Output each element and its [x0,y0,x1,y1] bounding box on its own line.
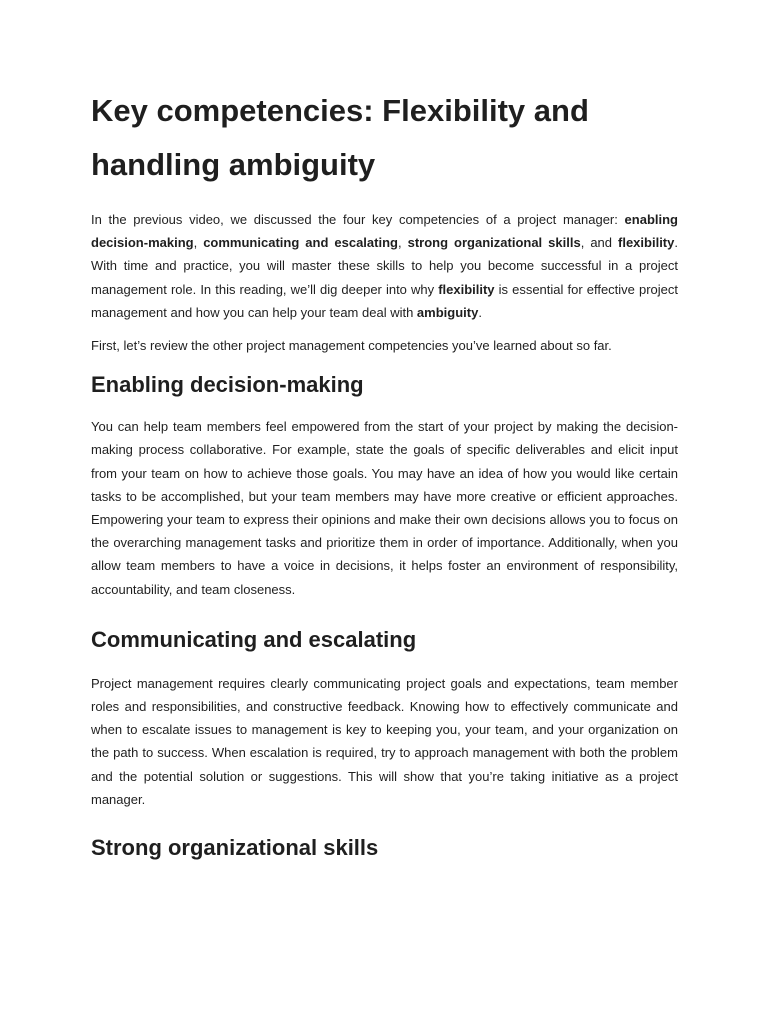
intro-text: is essential for effective project management and how you can help your team deal with [91,281,678,320]
bold-term-flexibility: flexibility [438,281,495,297]
intro-text: In the previous video, we discussed the four key competencies of a project manager: [91,212,625,227]
bold-term-flexibility: flexibility [618,235,675,251]
page-title: Key competencies: Flexibility and handling ambiguity [91,93,589,182]
section-body-communicating-and-escalating: Project management requires clearly communicating project goals and expectations, team member roles and responsibilities, and constructive feedback. Knowing how to effectively communicate and when to escalate issues to management is key to keeping you, your team, and your organization on the path to success. When escalation is required, try to approach management with both the problem and the potential solution or suggestions. This will show that you’re taking initiative as a project manager. [91,675,678,807]
intro-text: , [397,235,408,251]
intro-text: , [193,235,204,251]
intro-text: . [478,304,482,320]
bold-term-communicating-and-escalating: communicating and escalating [203,235,398,251]
section-heading-strong-organizational-skills: Strong organizational skills [91,835,379,861]
review-paragraph: First, let’s review the other project management competencies you’ve learned about so far. [91,338,612,354]
bold-term-strong-organizational-skills: strong organizational skills [407,235,581,251]
intro-text: , and [580,235,619,251]
bold-term-enabling-decision-making: enabling decision-making [91,212,678,251]
section-body-enabling-decision-making: You can help team members feel empowered from the start of your project by making the decision-making process collaborative. For example, state the goals of specific deliverables and elicit input from your team on how to achieve those goals. You may have an idea of how you would like certain tasks to be accomplished, but your team members may have more creative or efficient approaches. Empowering your team to express their opinions and make their own decisions allows you to focus on the overarching management tasks and prioritize them in order of importance. Additionally, when you allow team members to have a voice in decisions, it helps foster an environment of responsibility, accountability, and team closeness. [91,419,678,597]
intro-paragraph [91,208,678,324]
bold-term-ambiguity: ambiguity [416,304,479,320]
intro-text: . With time and practice, you will master these skills to help you become successful in a project management role. In this reading, we’ll dig deeper into why [91,235,678,297]
section-heading-communicating-and-escalating: Communicating and escalating [91,626,417,652]
section-heading-enabling-decision-making: Enabling decision-making [91,372,364,398]
